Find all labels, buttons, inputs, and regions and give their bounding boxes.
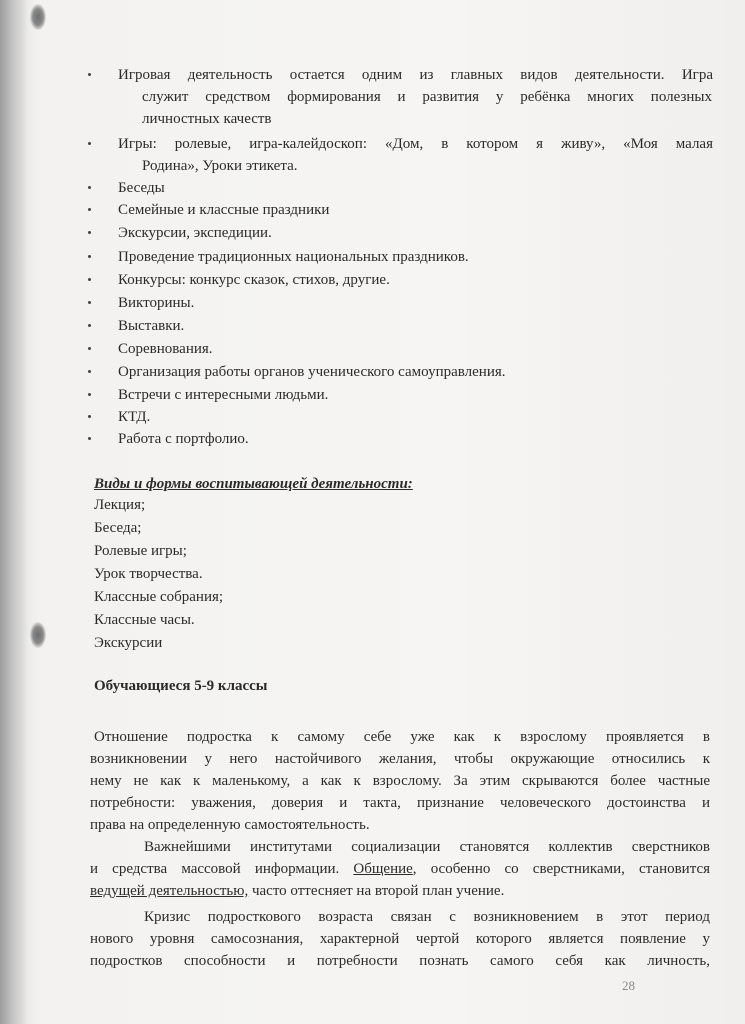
paragraph-line: Кризис подросткового возраста связан с возникновением в этот период xyxy=(144,909,710,925)
paragraph-line: нового уровня самосознания, характерной чертой которого является появление у xyxy=(90,931,710,947)
list-item: Конкурсы: конкурс сказок, стихов, другие. xyxy=(118,269,390,291)
page-number: 28 xyxy=(622,978,635,993)
bullet-icon xyxy=(88,415,91,418)
bullet-icon xyxy=(88,231,91,234)
list-item: Игры: ролевые, игра-калейдоскоп: «Дом, в котором я живу», «Моя малая xyxy=(118,133,713,155)
list-item-continuation: служит средством формирования и развития у ребёнка многих полезных xyxy=(142,89,712,105)
list-item: Соревнования. xyxy=(118,338,213,360)
form-item: Лекция; xyxy=(94,497,146,513)
list-item: КТД. xyxy=(118,406,150,428)
bullet-icon xyxy=(88,278,91,281)
paragraph-line: подростков способности и потребности познать самого себя как личность, xyxy=(90,953,710,969)
list-item: Организация работы органов ученического самоуправления. xyxy=(118,361,506,383)
list-item-continuation: Родина», Уроки этикета. xyxy=(142,158,298,174)
list-item: Встречи с интересными людьми. xyxy=(118,384,328,406)
paragraph-line: Важнейшими институтами социализации становятся коллектив сверстников xyxy=(144,839,710,855)
form-item: Экскурсии xyxy=(94,635,163,651)
punch-hole-top xyxy=(30,4,46,30)
paragraph-line: права на определенную самостоятельность. xyxy=(90,817,370,833)
list-item: Работа с портфолио. xyxy=(118,428,249,450)
list-item: Викторины. xyxy=(118,292,194,314)
bullet-icon xyxy=(88,208,91,211)
list-item: Игровая деятельность остается одним из главных видов деятельности. Игра xyxy=(118,64,713,86)
bullet-icon xyxy=(88,255,91,258)
paragraph-line: потребности: уважения, доверия и такта, признание человеческого достоинства и xyxy=(90,795,710,811)
paragraph-line: возникновении у него настойчивого желания, чтобы окружающие относились к xyxy=(90,751,710,767)
bullet-icon xyxy=(88,142,91,145)
list-item-continuation: личностных качеств xyxy=(142,111,272,127)
forms-heading: Виды и формы воспитывающей деятельности: xyxy=(94,476,413,492)
punch-hole-middle xyxy=(30,622,46,648)
bullet-icon xyxy=(88,347,91,350)
form-item: Урок творчества. xyxy=(94,566,203,582)
paragraph-line: нему не как к маленькому, а как к взрослому. За этим скрываются более частные xyxy=(90,773,710,789)
bullet-icon xyxy=(88,437,91,440)
bullet-icon xyxy=(88,186,91,189)
paragraph-line: ведущей деятельностью, часто оттесняет на второй план учение. xyxy=(90,883,505,899)
bullet-icon xyxy=(88,324,91,327)
paragraph-line: и средства массовой информации. Общение, особенно со сверстниками, становится xyxy=(90,861,710,877)
form-item: Классные собрания; xyxy=(94,589,224,605)
list-item: Проведение традиционных национальных праздников. xyxy=(118,246,469,268)
list-item: Экскурсии, экспедиции. xyxy=(118,222,272,244)
form-item: Ролевые игры; xyxy=(94,543,187,559)
section-title: Обучающиеся 5-9 классы xyxy=(94,678,268,694)
bullet-icon xyxy=(88,393,91,396)
list-item: Беседы xyxy=(118,177,165,199)
list-item: Выставки. xyxy=(118,315,184,337)
binding-shadow xyxy=(0,0,28,1024)
form-item: Беседа; xyxy=(94,520,142,536)
paragraph-line: Отношение подростка к самому себе уже как к взрослому проявляется в xyxy=(94,729,710,745)
list-item: Семейные и классные праздники xyxy=(118,199,329,221)
bullet-icon xyxy=(88,370,91,373)
bullet-icon xyxy=(88,301,91,304)
bullet-icon xyxy=(88,73,91,76)
form-item: Классные часы. xyxy=(94,612,195,628)
